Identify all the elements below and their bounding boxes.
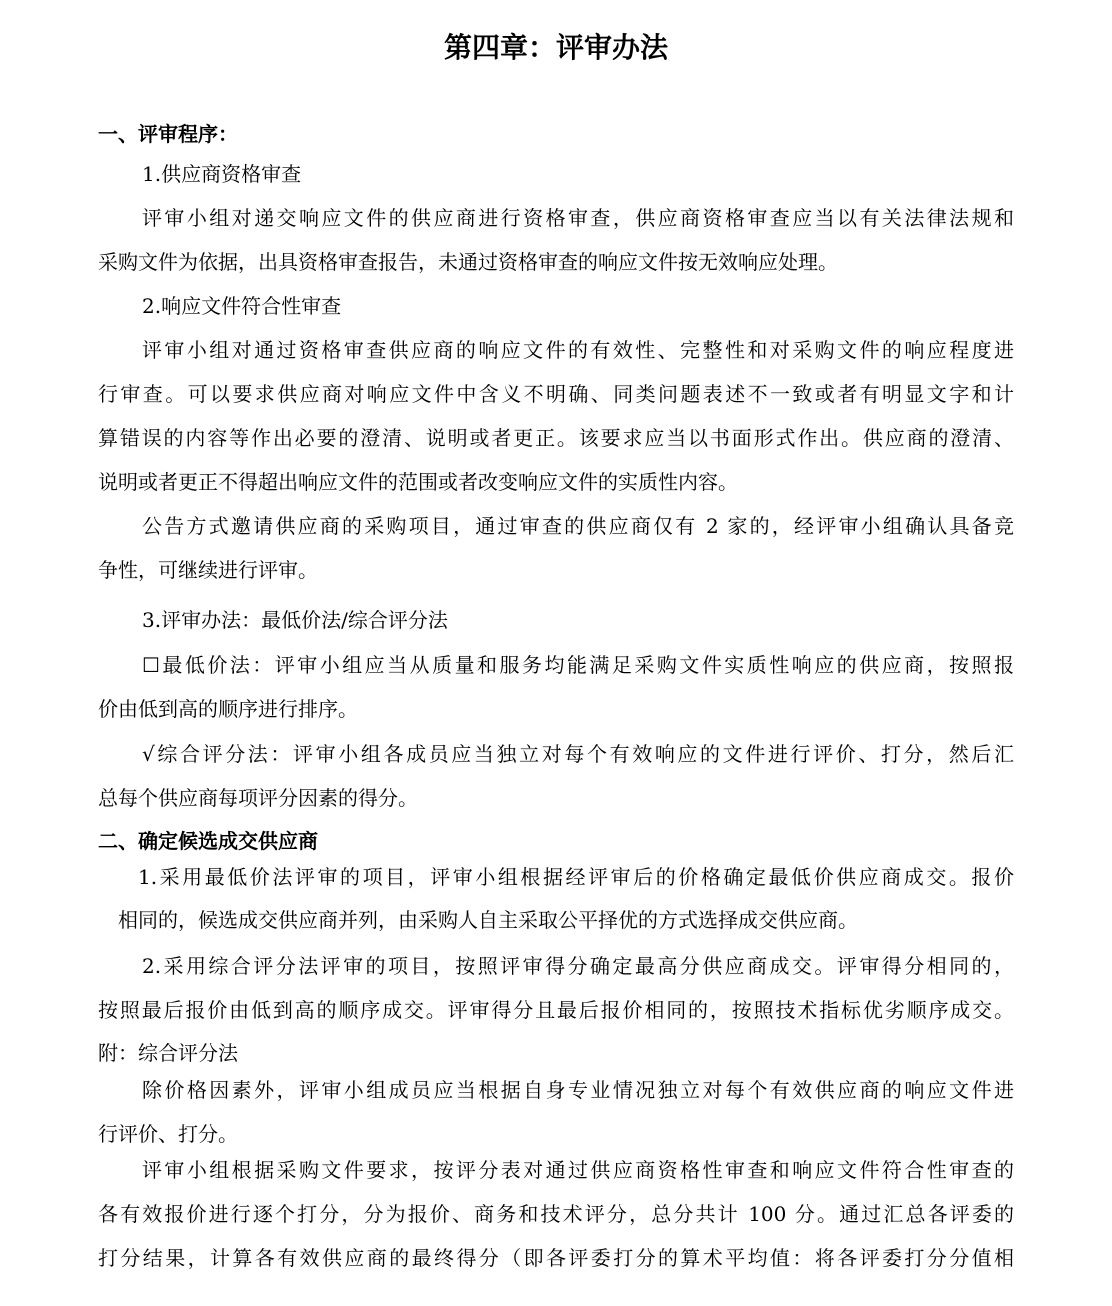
comprehensive-scoring-option: √综合评分法：评审小组各成员应当独立对每个有效响应的文件进行评价、打分，然后汇 bbox=[142, 742, 1014, 766]
paragraph-line: 2.采用综合评分法评审的项目，按照评审得分确定最高分供应商成交。评审得分相同的， bbox=[142, 954, 1014, 978]
paragraph-line: 采购文件为依据，出具资格审查报告，未通过资格审查的响应文件按无效响应处理。 bbox=[98, 250, 838, 274]
paragraph-line: 评审小组根据采购文件要求，按评分表对通过供应商资格性审查和响应文件符合性审查的 bbox=[142, 1158, 1014, 1182]
section-heading-review-procedure: 一、评审程序： bbox=[98, 122, 238, 146]
paragraph-line: 相同的，候选成交供应商并列，由采购人自主采取公平择优的方式选择成交供应商。 bbox=[118, 908, 858, 932]
section-heading-candidate-supplier: 二、确定候选成交供应商 bbox=[98, 829, 318, 853]
chapter-title: 第四章：评审办法 bbox=[443, 31, 668, 64]
paragraph-line: 公告方式邀请供应商的采购项目，通过审查的供应商仅有 2 家的，经评审小组确认具备竞 bbox=[142, 514, 1014, 538]
appendix-heading: 附：综合评分法 bbox=[98, 1041, 238, 1065]
paragraph-line: 1.采用最低价法评审的项目，评审小组根据经评审后的价格确定最低价供应商成交。报价 bbox=[138, 865, 1014, 889]
paragraph-line: 行评价、打分。 bbox=[98, 1122, 238, 1146]
paragraph-line: 打分结果，计算各有效供应商的最终得分（即各评委打分的算术平均值：将各评委打分分值相 bbox=[98, 1246, 1014, 1270]
paragraph-line: 算错误的内容等作出必要的澄清、说明或者更正。该要求应当以书面形式作出。供应商的澄清、 bbox=[98, 426, 1014, 450]
paragraph-line: 总每个供应商每项评分因素的得分。 bbox=[98, 786, 418, 810]
paragraph-line: 争性，可继续进行评审。 bbox=[98, 558, 318, 582]
paragraph-line: 评审小组对通过资格审查供应商的响应文件的有效性、完整性和对采购文件的响应程度进 bbox=[142, 338, 1014, 362]
paragraph-line: 行审查。可以要求供应商对响应文件中含义不明确、同类问题表述不一致或者有明显文字和计 bbox=[98, 382, 1014, 406]
paragraph-line: 价由低到高的顺序进行排序。 bbox=[98, 697, 358, 721]
paragraph-line: 说明或者更正不得超出响应文件的范围或者改变响应文件的实质性内容。 bbox=[98, 470, 738, 494]
paragraph-line: 按照最后报价由低到高的顺序成交。评审得分且最后报价相同的，按照技术指标优劣顺序成交。 bbox=[98, 998, 1014, 1022]
subheading-review-method: 3.评审办法：最低价法/综合评分法 bbox=[142, 608, 448, 632]
paragraph-line: 各有效报价进行逐个打分，分为报价、商务和技术评分，总分共计 100 分。通过汇总各评委的 bbox=[98, 1202, 1014, 1226]
paragraph-line: 除价格因素外，评审小组成员应当根据自身专业情况独立对每个有效供应商的响应文件进 bbox=[142, 1078, 1014, 1102]
paragraph-line: 评审小组对递交响应文件的供应商进行资格审查，供应商资格审查应当以有关法律法规和 bbox=[142, 206, 1014, 230]
subheading-conformity-review: 2.响应文件符合性审查 bbox=[142, 294, 342, 318]
lowest-price-method-option: ☐最低价法：评审小组应当从质量和服务均能满足采购文件实质性响应的供应商，按照报 bbox=[142, 653, 1014, 677]
subheading-qualification-review: 1.供应商资格审查 bbox=[142, 162, 302, 186]
